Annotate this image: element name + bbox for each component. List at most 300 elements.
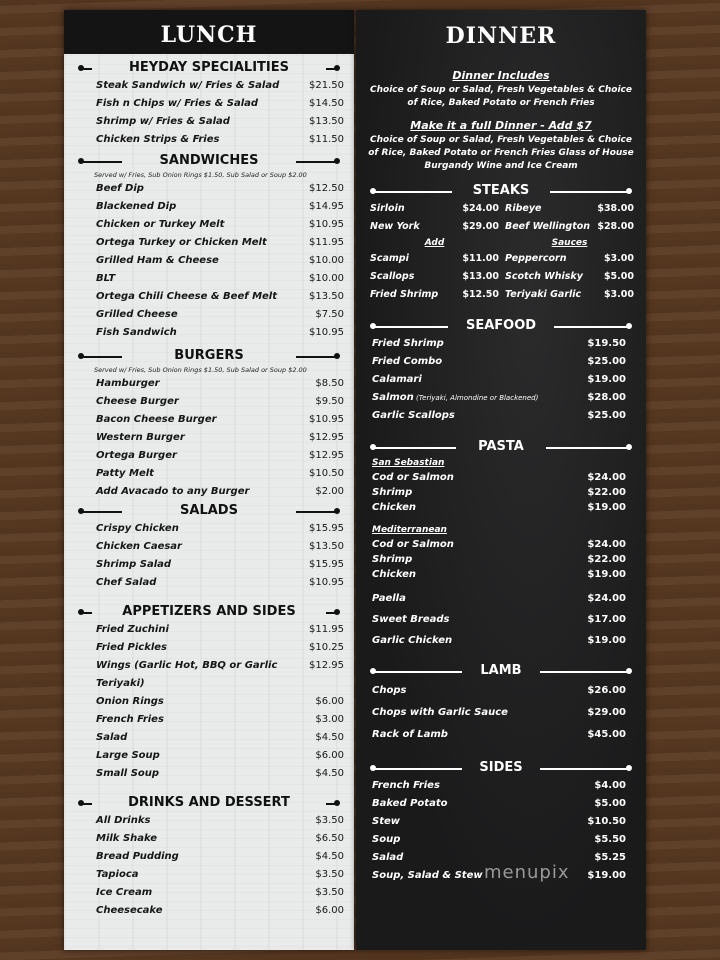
menu-item xyxy=(64,621,354,639)
item-price: $25.00 xyxy=(587,356,626,367)
item-price: $6.00 xyxy=(315,696,344,707)
menu-item xyxy=(64,375,354,393)
item-price: $13.00 xyxy=(462,271,499,282)
side-item xyxy=(356,813,646,831)
item-price: $7.50 xyxy=(315,309,344,320)
item-name: Beef Dip xyxy=(96,183,144,194)
item-name: Small Soup xyxy=(96,768,160,779)
lunch-section xyxy=(64,795,354,920)
item-name: French Fries xyxy=(96,714,164,725)
menu-item xyxy=(64,465,354,483)
item-price: $24.00 xyxy=(587,472,626,483)
lunch-section xyxy=(64,60,354,149)
dinner-section-title-text: PASTA xyxy=(478,439,524,454)
full-dinner-title: Make it a full Dinner - Add $7 xyxy=(410,119,592,132)
item-name: Fried Shrimp xyxy=(370,289,439,300)
add-item xyxy=(370,286,499,304)
section-note: Served w/ Fries, Sub Onion Rings $1.50, Sub Salad or Soup $2.00 xyxy=(94,366,307,374)
item-price: $10.95 xyxy=(309,327,344,338)
item-name: Onion Rings xyxy=(96,696,164,707)
steak-item xyxy=(370,200,499,218)
menu-item xyxy=(64,902,354,920)
menu-item xyxy=(64,411,354,429)
menu-item xyxy=(64,288,354,306)
steak-item xyxy=(505,200,634,218)
title-rule-right xyxy=(296,161,336,163)
title-rule-right xyxy=(540,671,628,673)
lunch-section-title-text: SALADS xyxy=(180,503,238,518)
item-price: $12.50 xyxy=(462,289,499,300)
dinner-section-title xyxy=(356,663,646,678)
item-price: $6.50 xyxy=(315,833,344,844)
item-name: Crispy Chicken xyxy=(96,523,179,534)
lunch-section-title xyxy=(64,60,354,75)
item-price: $10.50 xyxy=(309,468,344,479)
add-item xyxy=(370,250,499,268)
menu-item xyxy=(64,95,354,113)
lunch-section xyxy=(64,153,354,342)
item-name: Chicken Strips & Fries xyxy=(96,134,220,145)
item-name: Bacon Cheese Burger xyxy=(96,414,217,425)
item-name: Fried Shrimp xyxy=(372,338,444,349)
item-name: All Drinks xyxy=(96,815,151,826)
menu-item xyxy=(64,324,354,342)
sauce-item xyxy=(505,286,634,304)
dinner-includes xyxy=(356,60,646,173)
menu-item xyxy=(64,866,354,884)
item-name: Stew xyxy=(372,816,401,827)
pasta-item xyxy=(356,500,646,515)
item-name: Garlic Scallops xyxy=(372,410,455,421)
item-price: $22.00 xyxy=(587,487,626,498)
menu-item xyxy=(64,306,354,324)
item-name: Teriyaki Garlic xyxy=(505,289,582,300)
title-rule-left xyxy=(374,768,462,770)
title-dot-left xyxy=(78,353,84,359)
item-price: $13.50 xyxy=(309,291,344,302)
item-name: Fried Combo xyxy=(372,356,443,367)
title-rule-right xyxy=(540,768,628,770)
item-name: Cheese Burger xyxy=(96,396,179,407)
item-name: Chops xyxy=(372,685,407,696)
lunch-section-title-text: HEYDAY SPECIALITIES xyxy=(129,60,289,75)
item-price: $12.95 xyxy=(309,432,344,443)
item-name: Salad xyxy=(96,732,128,743)
item-name: Chef Salad xyxy=(96,577,157,588)
item-price: $13.50 xyxy=(309,116,344,127)
menu-item xyxy=(64,693,354,711)
item-name: Chicken or Turkey Melt xyxy=(96,219,225,230)
title-dot-left xyxy=(78,800,84,806)
title-rule-left xyxy=(82,356,122,358)
title-dot-left xyxy=(370,323,376,329)
menu-item xyxy=(64,747,354,765)
item-price: $3.00 xyxy=(315,714,344,725)
item-name: Shrimp xyxy=(372,554,413,565)
pasta-group-san-sebastian: San Sebastian xyxy=(372,458,445,468)
menu-item xyxy=(64,711,354,729)
item-name: Fried Zuchini xyxy=(96,624,169,635)
item-price: $26.00 xyxy=(587,685,626,696)
lunch-section-title-text: BURGERS xyxy=(174,348,244,363)
menupix-watermark: menupix xyxy=(484,862,570,883)
title-rule-right xyxy=(296,511,336,513)
item-price: $21.50 xyxy=(309,80,344,91)
item-name: French Fries xyxy=(372,780,440,791)
menu-item xyxy=(64,270,354,288)
item-name: Cod or Salmon xyxy=(372,539,454,550)
lunch-sections xyxy=(64,54,354,920)
steak-item xyxy=(505,218,634,236)
item-name: Ortega Chili Cheese & Beef Melt xyxy=(96,291,278,302)
menu-item xyxy=(64,765,354,783)
item-price: $12.95 xyxy=(309,660,344,671)
side-item xyxy=(356,777,646,795)
item-name: Grilled Cheese xyxy=(96,309,178,320)
item-name: Cod or Salmon xyxy=(372,472,454,483)
item-price: $19.50 xyxy=(587,338,626,349)
menu-item xyxy=(64,830,354,848)
seafood-item xyxy=(356,407,646,425)
item-price: $14.50 xyxy=(309,98,344,109)
menu-item xyxy=(64,131,354,149)
dinner-section-title-text: LAMB xyxy=(480,663,522,678)
dinner-menu-panel xyxy=(356,10,646,950)
pasta-item xyxy=(356,630,646,651)
item-price: $6.00 xyxy=(315,905,344,916)
item-price: $11.50 xyxy=(309,134,344,145)
steak-item xyxy=(370,218,499,236)
lunch-section-title-text: DRINKS AND DESSERT xyxy=(128,795,290,810)
item-price: $28.00 xyxy=(587,392,626,403)
item-name: Salad xyxy=(372,852,404,863)
title-dot-right xyxy=(334,800,340,806)
menu-item xyxy=(64,657,354,693)
menu-item xyxy=(64,198,354,216)
item-name: Rack of Lamb xyxy=(372,729,448,740)
pasta-group-mediterranean: Mediterranean xyxy=(372,525,447,535)
item-price: $12.50 xyxy=(309,183,344,194)
item-name: Beef Wellington xyxy=(505,221,591,232)
item-name: Scotch Whisky xyxy=(505,271,583,282)
item-price: $19.00 xyxy=(587,569,626,580)
menu-item xyxy=(64,538,354,556)
item-price: $10.95 xyxy=(309,577,344,588)
item-price: $4.50 xyxy=(315,768,344,779)
sauces-title: Sauces xyxy=(551,238,588,248)
item-price: $3.00 xyxy=(603,289,634,300)
item-price: $19.00 xyxy=(587,374,626,385)
title-rule-left xyxy=(82,161,122,163)
lunch-section-title-text: APPETIZERS AND SIDES xyxy=(122,604,296,619)
item-price: $5.25 xyxy=(594,852,626,863)
menu-item xyxy=(64,574,354,592)
item-note: (Teriyaki, Almondine or Blackened) xyxy=(413,394,539,402)
menu-item xyxy=(64,252,354,270)
item-price: $29.00 xyxy=(587,707,626,718)
dinner-section xyxy=(356,663,646,746)
item-name: Soup, Salad & Stew xyxy=(372,870,483,881)
dinner-section-title xyxy=(356,439,646,454)
item-price: $8.50 xyxy=(315,378,344,389)
item-name: Add Avacado to any Burger xyxy=(96,486,250,497)
item-price: $17.00 xyxy=(587,614,626,625)
item-name: Baked Potato xyxy=(372,798,448,809)
item-name: Peppercorn xyxy=(505,253,567,264)
dinner-section-title-text: SEAFOOD xyxy=(465,318,537,333)
item-price: $15.95 xyxy=(309,523,344,534)
item-name: Blackened Dip xyxy=(96,201,177,212)
item-price: $11.00 xyxy=(462,253,499,264)
item-name: Sweet Breads xyxy=(372,614,450,625)
dinner-section-title xyxy=(356,760,646,775)
menu-item xyxy=(64,848,354,866)
menu-item xyxy=(64,393,354,411)
item-price: $28.00 xyxy=(597,221,634,232)
includes-title: Dinner Includes xyxy=(452,69,550,82)
title-dot-left xyxy=(370,765,376,771)
item-name: New York xyxy=(370,221,420,232)
lunch-section-title xyxy=(64,348,354,363)
title-dot-right xyxy=(334,353,340,359)
item-name: Scampi xyxy=(370,253,409,264)
pasta-item xyxy=(356,470,646,485)
lunch-title: LUNCH xyxy=(64,10,354,54)
item-price: $38.00 xyxy=(597,203,634,214)
item-name: Steak Sandwich w/ Fries & Salad xyxy=(96,80,280,91)
title-dot-right xyxy=(626,444,632,450)
pasta-extras xyxy=(356,588,646,651)
item-price: $4.50 xyxy=(315,732,344,743)
title-rule-right xyxy=(546,447,628,449)
dinner-section xyxy=(356,183,646,304)
item-price: $3.50 xyxy=(315,869,344,880)
item-price: $14.95 xyxy=(309,201,344,212)
title-dot-left xyxy=(78,609,84,615)
item-price: $5.50 xyxy=(594,834,626,845)
item-price: $25.00 xyxy=(587,410,626,421)
item-price: $24.00 xyxy=(587,539,626,550)
item-name: Tapioca xyxy=(96,869,139,880)
item-price: $15.95 xyxy=(309,559,344,570)
pasta-item xyxy=(356,485,646,500)
seafood-item xyxy=(356,371,646,389)
includes-text: Choice of Soup or Salad, Fresh Vegetables & Choice of Rice, Baked Potato or French Fries xyxy=(370,85,632,108)
lunch-section-title xyxy=(64,604,354,619)
dinner-section-title xyxy=(356,318,646,333)
dinner-sections xyxy=(356,183,646,885)
item-price: $24.00 xyxy=(462,203,499,214)
title-rule-left xyxy=(82,511,122,513)
item-name: Soup xyxy=(372,834,401,845)
item-price: $3.00 xyxy=(603,253,634,264)
title-dot-right xyxy=(626,668,632,674)
seafood-item xyxy=(356,389,646,407)
item-price: $10.25 xyxy=(309,642,344,653)
lunch-section xyxy=(64,348,354,501)
item-price: $10.95 xyxy=(309,414,344,425)
menu-item xyxy=(64,483,354,501)
title-dot-right xyxy=(626,765,632,771)
title-dot-left xyxy=(78,158,84,164)
item-price: $4.50 xyxy=(315,851,344,862)
title-dot-left xyxy=(370,668,376,674)
sauce-item xyxy=(505,250,634,268)
item-name: Wings (Garlic Hot, BBQ or Garlic Teriyaki) xyxy=(96,660,278,689)
item-name: Calamari xyxy=(372,374,422,385)
item-name: Shrimp Salad xyxy=(96,559,172,570)
section-note: Served w/ Fries, Sub Onion Rings $1.50, Sub Salad or Soup $2.00 xyxy=(94,171,307,179)
title-rule-left xyxy=(374,447,456,449)
pasta-item xyxy=(356,609,646,630)
menu-item xyxy=(64,812,354,830)
sauce-item xyxy=(505,268,634,286)
title-rule-right xyxy=(550,191,628,193)
title-dot-left xyxy=(370,188,376,194)
dinner-section xyxy=(356,439,646,651)
menu-item xyxy=(64,729,354,747)
menu-item xyxy=(64,234,354,252)
pasta-item xyxy=(356,588,646,609)
item-price: $19.00 xyxy=(587,870,626,881)
lunch-section-title xyxy=(64,503,354,518)
seafood-item xyxy=(356,335,646,353)
title-rule-right xyxy=(554,326,628,328)
add-title: Add xyxy=(424,238,445,248)
item-name: Ortega Burger xyxy=(96,450,177,461)
item-price: $13.50 xyxy=(309,541,344,552)
menu-item xyxy=(64,884,354,902)
item-name: Milk Shake xyxy=(96,833,158,844)
item-price: $45.00 xyxy=(587,729,626,740)
item-name: Chicken xyxy=(372,569,417,580)
item-name: Fried Pickles xyxy=(96,642,168,653)
title-dot-right xyxy=(334,158,340,164)
item-price: $10.00 xyxy=(309,273,344,284)
item-name: Chicken xyxy=(372,502,417,513)
item-name: BLT xyxy=(96,273,116,284)
item-name: Salmon (Teriyaki, Almondine or Blackened) xyxy=(372,392,539,403)
side-item xyxy=(356,831,646,849)
dinner-section xyxy=(356,318,646,425)
item-price: $24.00 xyxy=(587,593,626,604)
item-name: Sirloin xyxy=(370,203,405,214)
dinner-section-title-text: SIDES xyxy=(479,760,523,775)
title-dot-right xyxy=(334,508,340,514)
menu-item xyxy=(64,520,354,538)
title-rule-left xyxy=(374,191,452,193)
title-dot-right xyxy=(334,65,340,71)
item-price: $19.00 xyxy=(587,502,626,513)
item-price: $11.95 xyxy=(309,237,344,248)
menu-item xyxy=(64,216,354,234)
title-dot-left xyxy=(78,65,84,71)
item-name: Ortega Turkey or Chicken Melt xyxy=(96,237,267,248)
item-name: Shrimp w/ Fries & Salad xyxy=(96,116,230,127)
item-name: Ribeye xyxy=(505,203,542,214)
menu-item xyxy=(64,180,354,198)
side-item xyxy=(356,795,646,813)
title-dot-right xyxy=(626,188,632,194)
item-name: Scallops xyxy=(370,271,415,282)
title-dot-right xyxy=(334,609,340,615)
title-rule-right xyxy=(296,356,336,358)
item-name: Garlic Chicken xyxy=(372,635,453,646)
menu-item xyxy=(64,447,354,465)
title-rule-left xyxy=(374,326,448,328)
item-name: Cheesecake xyxy=(96,905,163,916)
item-name: Large Soup xyxy=(96,750,160,761)
lunch-section-title xyxy=(64,153,354,168)
item-price: $12.95 xyxy=(309,450,344,461)
item-name: Paella xyxy=(372,593,406,604)
seafood-item xyxy=(356,353,646,371)
pasta-item xyxy=(356,567,646,582)
lunch-section xyxy=(64,604,354,783)
item-name: Chops with Garlic Sauce xyxy=(372,707,508,718)
lamb-item xyxy=(356,724,646,746)
dinner-section-title xyxy=(356,183,646,198)
lamb-item xyxy=(356,680,646,702)
lunch-section xyxy=(64,503,354,592)
menu-item xyxy=(64,429,354,447)
item-name: Ice Cream xyxy=(96,887,153,898)
item-price: $10.50 xyxy=(587,816,626,827)
item-price: $3.50 xyxy=(315,887,344,898)
title-dot-left xyxy=(78,508,84,514)
item-price: $3.50 xyxy=(315,815,344,826)
full-dinner-text: Choice of Soup or Salad, Fresh Vegetables & Choice of Rice, Baked Potato or French Fries Glass of House Burgandy Wine and Ice Cream xyxy=(368,135,634,171)
title-dot-right xyxy=(626,323,632,329)
item-name: Fish Sandwich xyxy=(96,327,177,338)
item-price: $6.00 xyxy=(315,750,344,761)
menu-item xyxy=(64,556,354,574)
dinner-section-title-text: STEAKS xyxy=(472,183,530,198)
item-name: Shrimp xyxy=(372,487,413,498)
lunch-section-title xyxy=(64,795,354,810)
item-name: Fish n Chips w/ Fries & Salad xyxy=(96,98,259,109)
menu-item xyxy=(64,639,354,657)
item-price: $5.00 xyxy=(603,271,634,282)
steaks-grid xyxy=(356,200,646,304)
lamb-item xyxy=(356,702,646,724)
item-name: Patty Melt xyxy=(96,468,154,479)
menu-item xyxy=(64,77,354,95)
item-price: $10.95 xyxy=(309,219,344,230)
item-name: Western Burger xyxy=(96,432,185,443)
item-price: $4.00 xyxy=(594,780,626,791)
add-item xyxy=(370,268,499,286)
item-price: $22.00 xyxy=(587,554,626,565)
item-name: Bread Pudding xyxy=(96,851,179,862)
lunch-section-title-text: SANDWICHES xyxy=(159,153,259,168)
title-dot-left xyxy=(370,444,376,450)
dinner-title: DINNER xyxy=(445,23,557,49)
pasta-item xyxy=(356,537,646,552)
item-price: $5.00 xyxy=(594,798,626,809)
item-name: Chicken Caesar xyxy=(96,541,182,552)
item-price: $2.00 xyxy=(315,486,344,497)
title-rule-left xyxy=(374,671,462,673)
lunch-menu-panel xyxy=(64,10,354,950)
item-name: Grilled Ham & Cheese xyxy=(96,255,219,266)
pasta-item xyxy=(356,552,646,567)
item-price: $9.50 xyxy=(315,396,344,407)
item-price: $11.95 xyxy=(309,624,344,635)
item-price: $19.00 xyxy=(587,635,626,646)
menu-item xyxy=(64,113,354,131)
item-price: $10.00 xyxy=(309,255,344,266)
